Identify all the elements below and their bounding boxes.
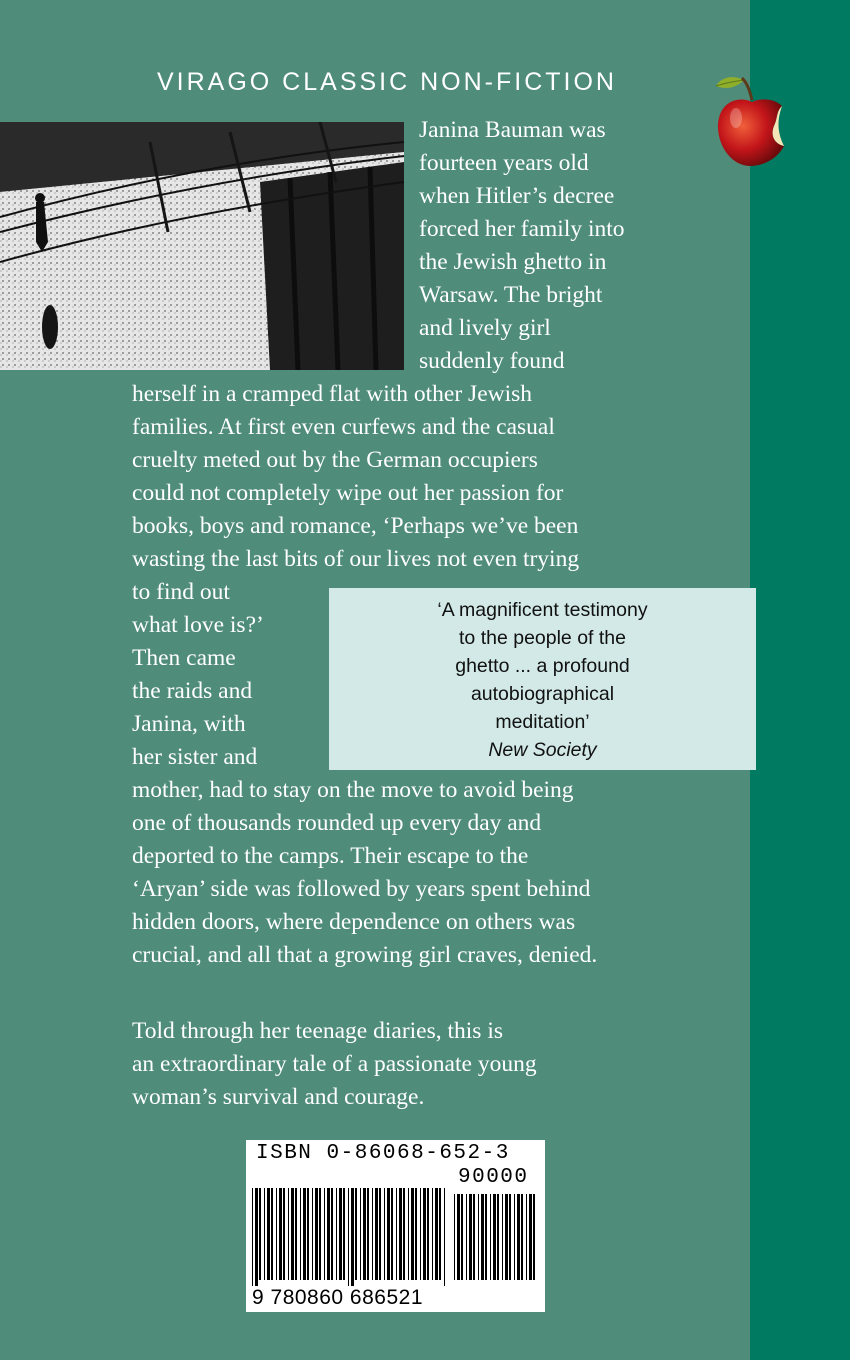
- barcode-bar: [497, 1194, 499, 1280]
- quote-line: to the people of the: [459, 627, 626, 649]
- barcode-bar: [435, 1188, 438, 1280]
- ghetto-wall-photo: [0, 122, 404, 370]
- blurb-line: Then came: [132, 645, 236, 671]
- bitten-apple-icon: [712, 70, 792, 170]
- barcode-bar: [457, 1194, 460, 1280]
- barcode-bar: [271, 1188, 273, 1280]
- barcode-bar: [466, 1194, 467, 1280]
- blurb-paragraph-1-top: [419, 114, 625, 378]
- blurb-line: could not completely wipe out her passion for: [132, 480, 564, 506]
- barcode-bar: [351, 1188, 354, 1286]
- barcode-bar: [384, 1188, 385, 1280]
- barcode-bar: [473, 1194, 475, 1280]
- barcode-bar: [255, 1188, 258, 1286]
- barcode-bar: [399, 1188, 402, 1280]
- blurb-line: one of thousands rounded up every day and: [132, 810, 542, 836]
- blurb-line: what love is?’: [132, 612, 264, 638]
- barcode-bar: [396, 1188, 397, 1280]
- barcode-bar: [276, 1188, 277, 1280]
- blurb-line: when Hitler’s decree: [419, 183, 615, 209]
- barcode-bar: [303, 1188, 306, 1280]
- barcode-bar: [319, 1188, 321, 1280]
- quote-line: meditation’: [495, 711, 590, 733]
- addon-barcode-bars: [454, 1194, 538, 1286]
- blurb-paragraph-1-bottom: [132, 774, 597, 972]
- barcode-bar: [327, 1188, 330, 1280]
- barcode-bar: [336, 1188, 337, 1280]
- barcode-bar: [526, 1194, 527, 1280]
- blurb-paragraph-1-full: [132, 378, 579, 576]
- blurb-line: the raids and: [132, 678, 253, 704]
- barcode-bar: [360, 1188, 361, 1280]
- barcode-bar: [454, 1194, 455, 1280]
- blurb-line: mother, had to stay on the move to avoid being: [132, 777, 574, 803]
- isbn-text: ISBN 0-86068-652-3: [256, 1142, 510, 1165]
- barcode-bar: [415, 1188, 417, 1280]
- barcode-bar: [339, 1188, 342, 1280]
- barcode-bar: [315, 1188, 318, 1280]
- barcode-bar: [505, 1194, 508, 1280]
- blurb-line: deported to the camps. Their escape to the: [132, 843, 529, 869]
- barcode-bar: [259, 1188, 261, 1280]
- barcode-bar: [478, 1194, 479, 1280]
- series-label: VIRAGO CLASSIC NON-FICTION: [157, 68, 617, 96]
- barcode-bar: [403, 1188, 405, 1280]
- barcode-bar: [379, 1188, 381, 1280]
- blurb-line: her sister and: [132, 744, 258, 770]
- blurb-line: fourteen years old: [419, 150, 589, 176]
- barcode-bar: [481, 1194, 484, 1280]
- barcode-bar: [295, 1188, 297, 1280]
- barcode-bar: [533, 1194, 535, 1280]
- blurb-line: crucial, and all that a growing girl craves, denied.: [132, 942, 598, 968]
- barcode-bar: [300, 1188, 301, 1280]
- blurb-line: woman’s survival and courage.: [132, 1084, 425, 1110]
- barcode-bar: [387, 1188, 390, 1280]
- barcode-bar: [375, 1188, 378, 1280]
- barcode-bar: [343, 1188, 345, 1280]
- barcode-bar: [493, 1194, 496, 1280]
- barcode-bar: [331, 1188, 333, 1280]
- barcode-bar: [423, 1188, 426, 1280]
- blurb-line: suddenly found: [419, 348, 565, 374]
- blurb-line: ‘Aryan’ side was followed by years spent behind: [132, 876, 591, 902]
- barcode-bar: [408, 1188, 409, 1280]
- barcode-bar: [288, 1188, 289, 1280]
- barcode-bar: [485, 1194, 487, 1280]
- barcode-bar: [363, 1188, 366, 1280]
- barcode-bar: [291, 1188, 294, 1280]
- blurb-line: Janina, with: [132, 711, 246, 737]
- barcode-bar: [514, 1194, 515, 1280]
- ean-barcode-bars: [252, 1188, 448, 1286]
- blurb-line: forced her family into: [419, 216, 625, 242]
- barcode-bar: [372, 1188, 373, 1280]
- barcode-bar: [420, 1188, 421, 1280]
- blurb-line: books, boys and romance, ‘Perhaps we’ve been: [132, 513, 579, 539]
- barcode-bar: [411, 1188, 414, 1280]
- blurb-line: herself in a cramped flat with other Jewish: [132, 381, 533, 407]
- barcode-bar: [355, 1188, 357, 1280]
- barcode-bar: [348, 1188, 349, 1286]
- barcode-bar: [367, 1188, 369, 1280]
- barcode-bar: [324, 1188, 325, 1280]
- barcode-bar: [279, 1188, 282, 1280]
- barcode-bar: [307, 1188, 309, 1280]
- blurb-paragraph-2: [132, 1015, 537, 1114]
- barcode-bar: [283, 1188, 285, 1280]
- barcode-bar: [502, 1194, 503, 1280]
- barcode-bar: [427, 1188, 429, 1280]
- barcode-bar: [312, 1188, 313, 1280]
- book-spine: [750, 0, 850, 1360]
- quote-line: ghetto ... a profound: [455, 655, 630, 677]
- barcode-bar: [461, 1194, 463, 1280]
- quote-line: autobiographical: [470, 683, 615, 705]
- review-quote-box: [329, 588, 756, 770]
- barcode-bar: [267, 1188, 270, 1280]
- quote-line: ‘A magnificent testimony: [437, 599, 648, 621]
- barcode-bar: [432, 1188, 433, 1280]
- barcode-bar: [469, 1194, 472, 1280]
- barcode-bar: [391, 1188, 393, 1280]
- quote-source: New Society: [488, 739, 597, 761]
- barcode-bar: [517, 1194, 520, 1280]
- barcode-bar: [264, 1188, 265, 1280]
- blurb-line: Told through her teenage diaries, this is: [132, 1018, 503, 1044]
- ean-number: 9 780860 686521: [252, 1286, 423, 1309]
- blurb-line: an extraordinary tale of a passionate young: [132, 1051, 537, 1077]
- barcode-bar: [439, 1188, 441, 1280]
- blurb-line: Warsaw. The bright: [419, 282, 603, 308]
- blurb-line: the Jewish ghetto in: [419, 249, 607, 275]
- blurb-line: wasting the last bits of our lives not even trying: [132, 546, 580, 572]
- blurb-paragraph-1-narrow: [132, 576, 264, 774]
- barcode-bar: [252, 1188, 253, 1286]
- blurb-line: to find out: [132, 579, 230, 605]
- blurb-line: cruelty meted out by the German occupiers: [132, 447, 538, 473]
- blurb-line: hidden doors, where dependence on others was: [132, 909, 576, 935]
- blurb-line: and lively girl: [419, 315, 551, 341]
- barcode-bar: [444, 1188, 445, 1286]
- blurb-line: families. At first even curfews and the casual: [132, 414, 555, 440]
- barcode-bar: [509, 1194, 511, 1280]
- price-code: 90000: [458, 1166, 529, 1189]
- barcode-bar: [490, 1194, 491, 1280]
- barcode-bar: [521, 1194, 523, 1280]
- isbn-barcode: [246, 1140, 545, 1312]
- barcode-bar: [529, 1194, 532, 1280]
- blurb-line: Janina Bauman was: [419, 117, 606, 143]
